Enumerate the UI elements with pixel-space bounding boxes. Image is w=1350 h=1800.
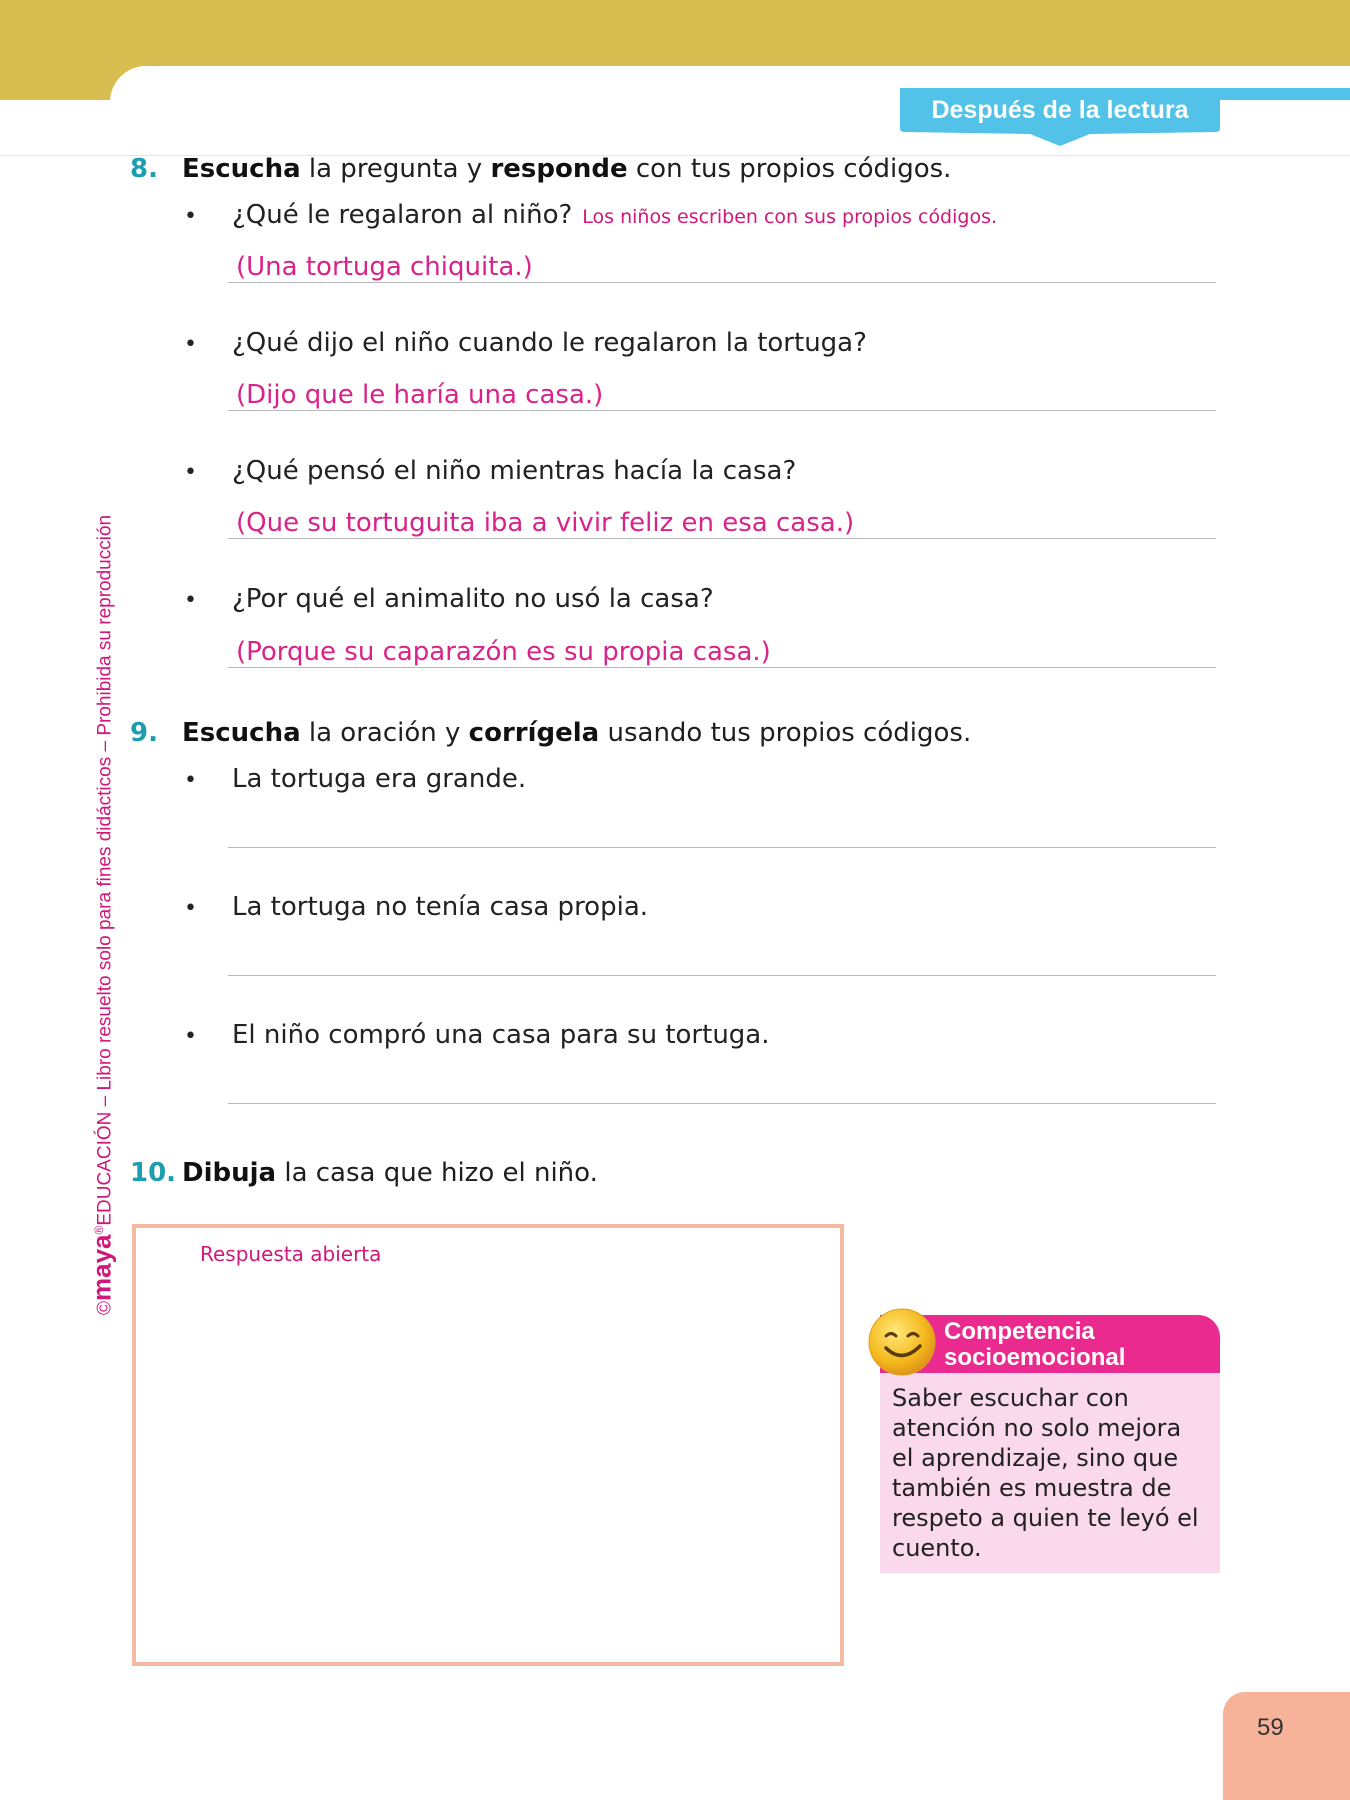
bullet-icon: • <box>184 204 197 229</box>
item-question: ¿Por qué el animalito no usó la casa? <box>232 584 714 614</box>
drawing-box[interactable] <box>132 1224 844 1666</box>
bullet-icon: • <box>184 768 197 793</box>
question-text: la oración y <box>300 718 469 748</box>
q8-answer-2: (Dijo que le haría una casa.) <box>236 380 604 410</box>
question-9 <box>130 718 971 748</box>
question-text: la casa que hizo el niño. <box>276 1158 598 1188</box>
item-question: ¿Qué le regalaron al niño? <box>232 200 573 230</box>
item-sentence: La tortuga era grande. <box>232 764 527 794</box>
section-tab <box>900 88 1220 146</box>
q8-item-2 <box>184 328 867 358</box>
question-number: 10. <box>130 1158 177 1188</box>
question-number: 8. <box>130 154 158 184</box>
item-sentence: El niño compró una casa para su tortuga. <box>232 1020 770 1050</box>
section-label: Después de la lectura <box>931 96 1189 124</box>
answer-line[interactable] <box>228 975 1216 976</box>
answer-line <box>228 282 1216 283</box>
q8-item-4 <box>184 584 714 614</box>
teacher-note: Los niños escriben con sus propios códigos. <box>582 206 998 228</box>
answer-line[interactable] <box>228 847 1216 848</box>
bullet-icon: • <box>184 588 197 613</box>
keyword: Escucha <box>182 154 301 184</box>
question-text: con tus propios códigos. <box>627 154 952 184</box>
keyword: corrígela <box>468 718 600 748</box>
side-credit-text: EDUCACIÓN – Libro resuelto solo para fines didácticos – Prohibida su reproducción <box>94 514 116 1226</box>
keyword: Dibuja <box>182 1158 277 1188</box>
question-8 <box>130 154 951 184</box>
q9-item-3 <box>184 1020 770 1050</box>
q8-item-1 <box>184 200 997 230</box>
question-10 <box>130 1158 598 1188</box>
registered-symbol: ® <box>92 1225 106 1235</box>
answer-line <box>228 667 1216 668</box>
bullet-icon: • <box>184 1024 197 1049</box>
q8-answer-4: (Porque su caparazón es su propia casa.) <box>236 637 771 667</box>
item-sentence: La tortuga no tenía casa propia. <box>232 892 649 922</box>
question-text: usando tus propios códigos. <box>599 718 972 748</box>
answer-line[interactable] <box>228 1103 1216 1104</box>
copyright-symbol: © <box>94 1301 116 1315</box>
keyword: Escucha <box>182 718 301 748</box>
q9-item-1 <box>184 764 526 794</box>
open-answer-note: Respuesta abierta <box>200 1242 382 1266</box>
question-text: la pregunta y <box>300 154 491 184</box>
q8-answer-3: (Que su tortuguita iba a vivir feliz en esa casa.) <box>236 508 855 538</box>
bullet-icon: • <box>184 332 197 357</box>
item-question: ¿Qué dijo el niño cuando le regalaron la tortuga? <box>232 328 867 358</box>
q8-item-3 <box>184 456 796 486</box>
side-credit <box>84 475 117 1315</box>
answer-line <box>228 538 1216 539</box>
competencia-title: Competencia socioemocional <box>944 1318 1126 1371</box>
answer-line <box>228 410 1216 411</box>
item-question: ¿Qué pensó el niño mientras hacía la casa? <box>232 456 797 486</box>
question-number: 9. <box>130 718 158 748</box>
bullet-icon: • <box>184 460 197 485</box>
q9-item-2 <box>184 892 648 922</box>
competencia-text: Saber escuchar con atención no solo mejora el aprendizaje, sino que también es muestra de respeto a quien te leyó el cuento. <box>880 1373 1220 1573</box>
brand-logo: maya <box>86 1234 117 1301</box>
bullet-icon: • <box>184 896 197 921</box>
smiley-icon <box>866 1306 938 1378</box>
page-number: 59 <box>1257 1714 1284 1741</box>
keyword: responde <box>490 154 628 184</box>
section-stripe <box>1220 88 1350 100</box>
page-number-tab <box>1223 1692 1350 1800</box>
q8-answer-1: (Una tortuga chiquita.) <box>236 252 533 282</box>
